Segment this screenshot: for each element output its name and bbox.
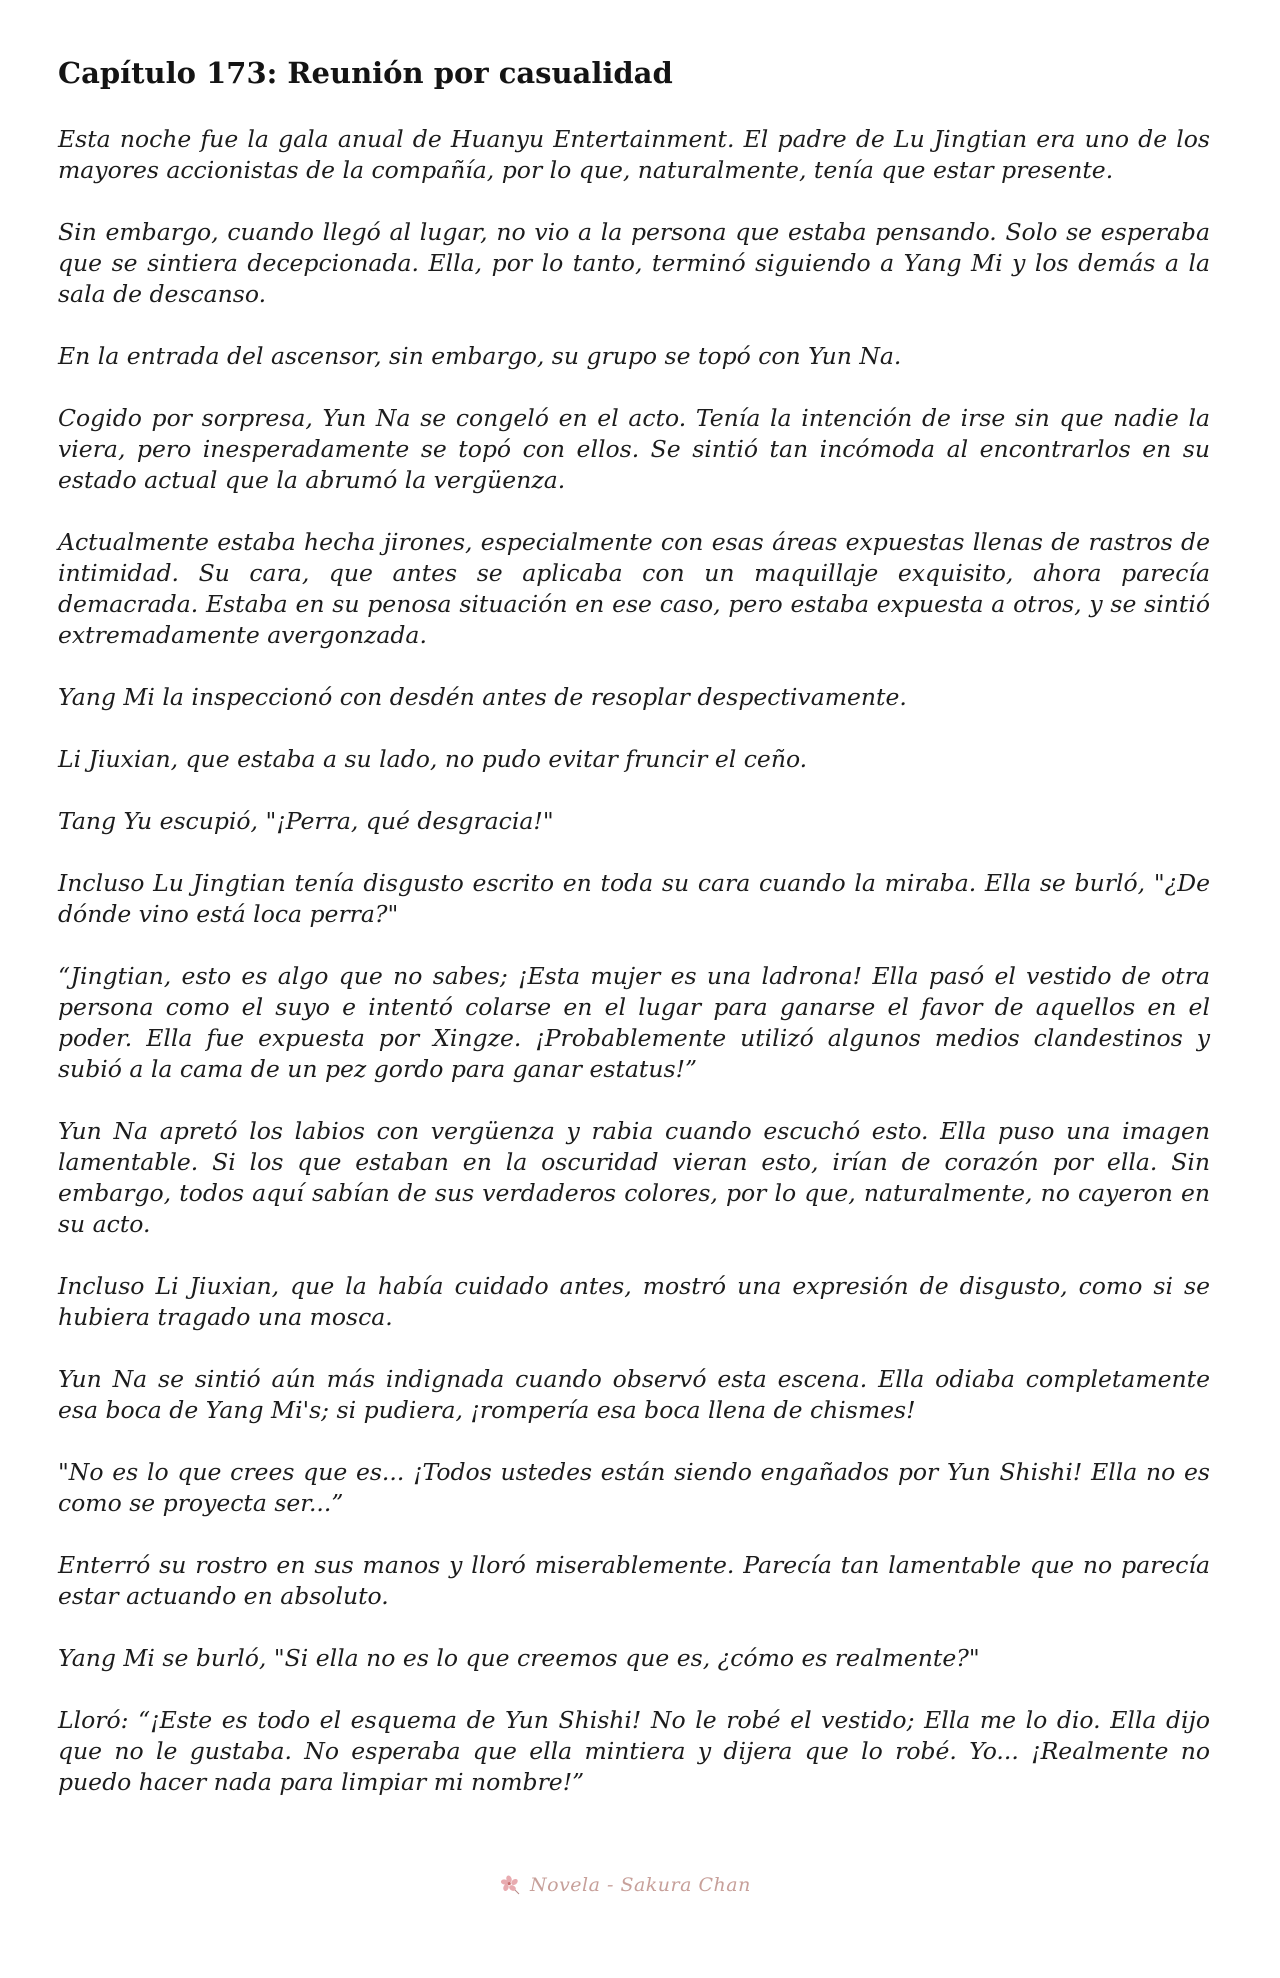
paragraph: Yun Na se sintió aún más indignada cuando observó esta escena. Ella odiaba completamente esa boca de Yang Mi's; si pudiera, ¡rompería esa boca llena de chismes! xyxy=(58,1365,1210,1424)
watermark xyxy=(500,1874,751,1896)
sakura-flower-icon xyxy=(500,1874,522,1896)
paragraph: Sin embargo, cuando llegó al lugar, no vio a la persona que estaba pensando. Solo se esperaba que se sintiera decepcionada. Ella, por lo tanto, terminó siguiendo a Yang Mi y los demás a la sala de descanso. xyxy=(58,218,1210,308)
paragraph: “Jingtian, esto es algo que no sabes; ¡Esta mujer es una ladrona! Ella pasó el vestido de otra persona como el suyo e intentó colarse en el lugar para ganarse el favor de aquellos en el poder. Ella fue expuesta por Xingze. ¡Probablemente utilizó algunos medios clandestinos y subió a la cama de un pez gordo para ganar estatus!” xyxy=(58,962,1210,1083)
paragraph: Tang Yu escupió, "¡Perra, qué desgracia!" xyxy=(58,807,554,835)
paragraph: Enterró su rostro en sus manos y lloró miserablemente. Parecía tan lamentable que no parecía estar actuando en absoluto. xyxy=(58,1551,1210,1610)
paragraph: Yang Mi la inspeccionó con desdén antes de resoplar despectivamente. xyxy=(58,683,907,711)
watermark-text: Novela - Sakura Chan xyxy=(530,1874,751,1896)
paragraph: Actualmente estaba hecha jirones, especialmente con esas áreas expuestas llenas de rastros de intimidad. Su cara, que antes se aplicaba con un maquillaje exquisito, ahora parecía demacrada. Estaba en su penosa situación en ese caso, pero estaba expuesta a otros, y se sintió extremadamente avergonzada. xyxy=(58,528,1210,649)
chapter-body xyxy=(58,124,1210,1829)
paragraph: Yang Mi se burló, "Si ella no es lo que creemos que es, ¿cómo es realmente?" xyxy=(58,1644,980,1672)
paragraph: "No es lo que crees que es... ¡Todos ustedes están siendo engañados por Yun Shishi! Ella no es como se proyecta ser...” xyxy=(58,1458,1210,1517)
paragraph: Incluso Lu Jingtian tenía disgusto escrito en toda su cara cuando la miraba. Ella se burló, "¿De dónde vino está loca perra?" xyxy=(58,869,1210,928)
paragraph: Yun Na apretó los labios con vergüenza y rabia cuando escuchó esto. Ella puso una imagen lamentable. Si los que estaban en la oscuridad vieran esto, irían de corazón por ella. Sin embargo, todos aquí sabían de sus verdaderos colores, por lo que, naturalmente, no cayeron en su acto. xyxy=(58,1117,1210,1238)
paragraph: Li Jiuxian, que estaba a su lado, no pudo evitar fruncir el ceño. xyxy=(58,745,808,773)
paragraph: En la entrada del ascensor, sin embargo, su grupo se topó con Yun Na. xyxy=(58,342,902,370)
paragraph: Esta noche fue la gala anual de Huanyu Entertainment. El padre de Lu Jingtian era uno de los mayores accionistas de la compañía, por lo que, naturalmente, tenía que estar presente. xyxy=(58,125,1210,184)
paragraph: Incluso Li Jiuxian, que la había cuidado antes, mostró una expresión de disgusto, como si se hubiera tragado una mosca. xyxy=(58,1272,1210,1331)
chapter-title: Capítulo 173: Reunión por casualidad xyxy=(58,56,673,90)
paragraph: Cogido por sorpresa, Yun Na se congeló en el acto. Tenía la intención de irse sin que nadie la viera, pero inesperadamente se topó con ellos. Se sintió tan incómoda al encontrarlos en su estado actual que la abrumó la vergüenza. xyxy=(58,404,1210,494)
paragraph: Lloró: “¡Este es todo el esquema de Yun Shishi! No le robé el vestido; Ella me lo dio. Ella dijo que no le gustaba. No esperaba que ella mintiera y dijera que lo robé. Yo... ¡Realmente no puedo hacer nada para limpiar mi nombre!” xyxy=(58,1706,1210,1796)
